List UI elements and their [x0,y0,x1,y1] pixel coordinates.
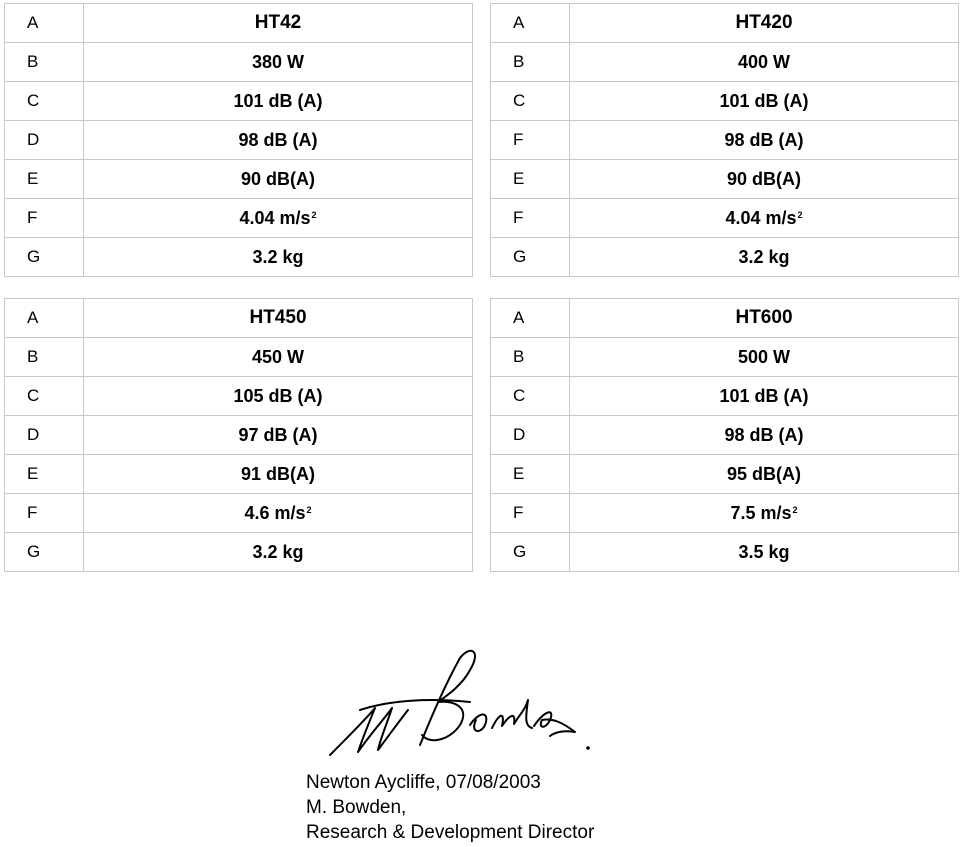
signatory-title: Research & Development Director [306,822,595,843]
row-value: 450 W [84,338,473,377]
row-value: HT450 [84,299,473,338]
row-key: F [5,494,84,533]
row-key: G [5,533,84,572]
table-row [5,494,473,533]
row-value: 101 dB (A) [570,82,959,121]
row-key: E [5,455,84,494]
row-value: 7.5 $m/s^2$ [570,494,959,533]
row-value: HT420 [570,4,959,43]
table-row [491,43,959,82]
table-row [491,377,959,416]
row-value: 95 dB(A) [570,455,959,494]
row-value: 3.2 kg [84,533,473,572]
table-row [5,455,473,494]
row-key: C [5,82,84,121]
table-row [491,299,959,338]
spec-table-ht600 [490,298,959,572]
row-value: 97 dB (A) [84,416,473,455]
handwritten-signature [320,640,610,770]
table-row [5,338,473,377]
row-key: B [491,43,570,82]
table-row [491,160,959,199]
row-key: G [491,533,570,572]
row-key: G [491,238,570,277]
row-key: F [491,494,570,533]
table-row [491,199,959,238]
table-row [5,4,473,43]
row-value: HT42 [84,4,473,43]
row-key: D [5,121,84,160]
row-value: 90 dB(A) [570,160,959,199]
row-key: E [5,160,84,199]
row-value: HT600 [570,299,959,338]
row-value: 98 dB (A) [570,121,959,160]
table-row [5,299,473,338]
row-key: C [491,82,570,121]
table-row [5,377,473,416]
table-row [491,121,959,160]
table-row [5,43,473,82]
row-value: 380 W [84,43,473,82]
row-value: 4.04 $m/s^2$ [570,199,959,238]
row-key: C [491,377,570,416]
row-value: 3.5 kg [570,533,959,572]
row-value: 105 dB (A) [84,377,473,416]
table-row [491,82,959,121]
row-key: A [491,299,570,338]
spec-table-ht420 [490,3,959,277]
row-value: 101 dB (A) [570,377,959,416]
row-key: F [5,199,84,238]
signature-place-date: Newton Aycliffe, 07/08/2003 [306,772,541,793]
row-value: 500 W [570,338,959,377]
row-value: 98 dB (A) [570,416,959,455]
row-value: 4.6 $m/s^2$ [84,494,473,533]
spec-table-ht450 [4,298,473,572]
spec-table-ht42 [4,3,473,277]
table-row [5,121,473,160]
row-value: 98 dB (A) [84,121,473,160]
row-value: 3.2 kg [570,238,959,277]
row-key: B [5,338,84,377]
row-value: 4.04 $m/s^2$ [84,199,473,238]
table-row [5,533,473,572]
row-key: E [491,455,570,494]
table-row [5,82,473,121]
row-key: A [491,4,570,43]
table-row [5,416,473,455]
table-row [5,238,473,277]
table-row [491,4,959,43]
table-row [491,533,959,572]
table-row [5,199,473,238]
table-row [491,455,959,494]
row-key: G [5,238,84,277]
row-value: 3.2 kg [84,238,473,277]
row-key: A [5,299,84,338]
row-value: 90 dB(A) [84,160,473,199]
row-key: A [5,4,84,43]
table-row [491,238,959,277]
table-row [491,338,959,377]
row-key: C [5,377,84,416]
row-key: D [491,416,570,455]
row-key: B [5,43,84,82]
signatory-name: M. Bowden, [306,797,407,818]
row-value: 101 dB (A) [84,82,473,121]
table-row [491,494,959,533]
row-key: E [491,160,570,199]
row-key: F [491,121,570,160]
table-row [5,160,473,199]
table-row [491,416,959,455]
row-key: B [491,338,570,377]
row-value: 91 dB(A) [84,455,473,494]
row-value: 400 W [570,43,959,82]
row-key: F [491,199,570,238]
row-key: D [5,416,84,455]
